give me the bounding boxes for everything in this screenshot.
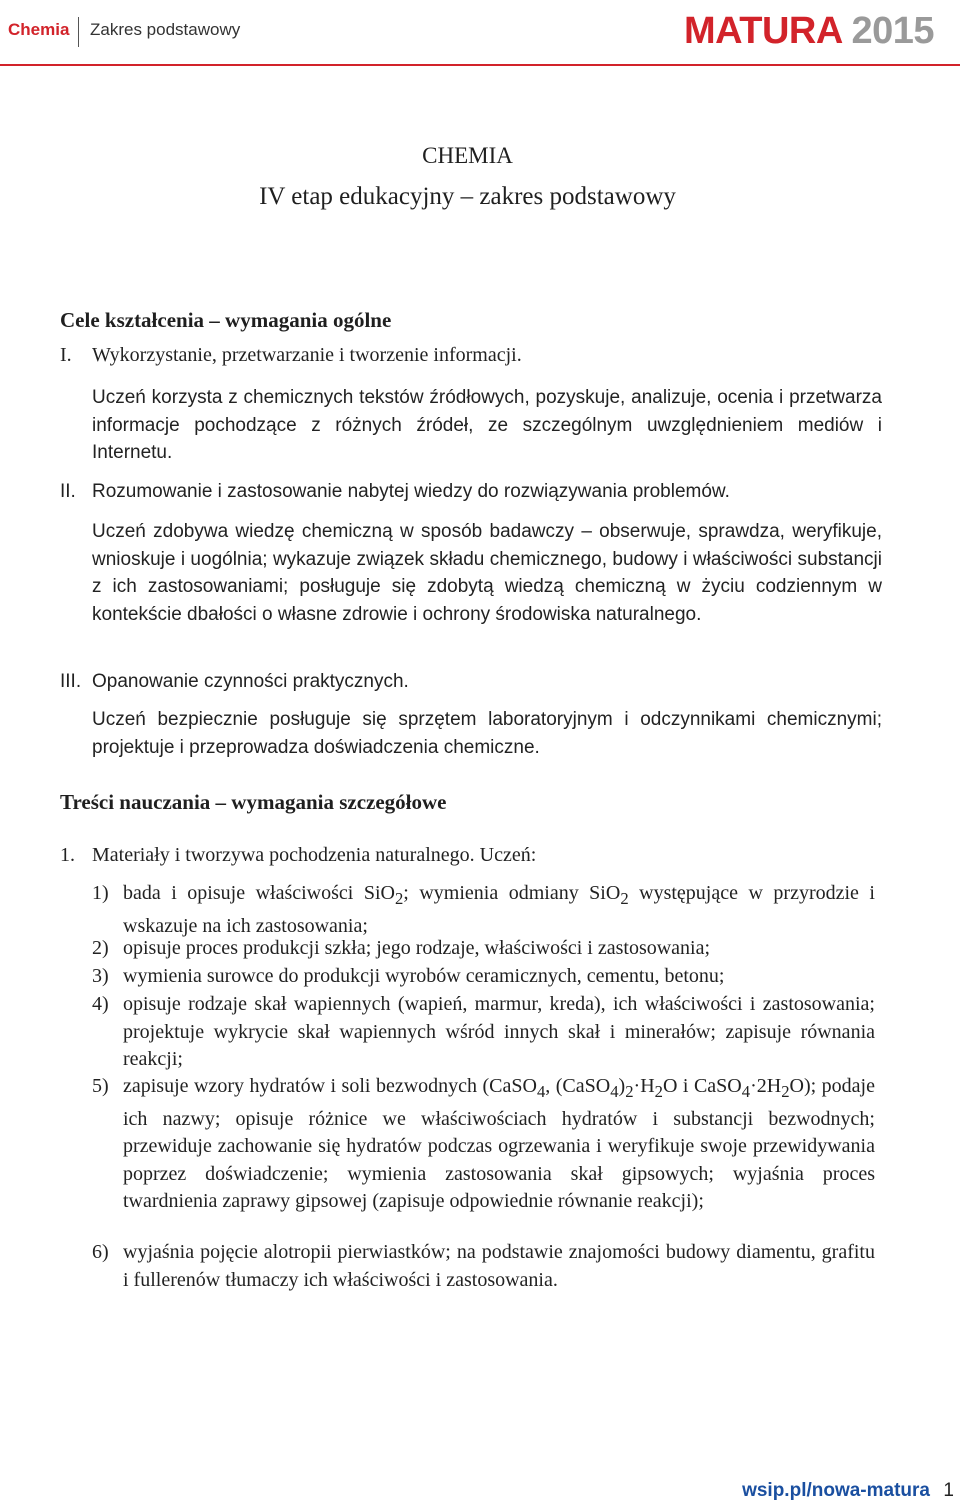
header-level: Zakres podstawowy bbox=[90, 20, 241, 39]
goal-body: Uczeń bezpiecznie posługuje się sprzętem laboratoryjnym i odczynnikami chemicznymi; projektuje i przeprowadza doświadczenia chemiczne. bbox=[92, 709, 882, 758]
goal-number: II. bbox=[60, 481, 76, 502]
list-item-text: ·2H bbox=[750, 1075, 782, 1097]
list-item-text: opisuje rodzaje skał wapiennych (wapień, marmur, kreda), ich właściwości i zastosowania; projektuje wykrycie skał wapiennych wśród innych skał i minerałów; zapisuje równania reakcji; bbox=[123, 993, 875, 1070]
list-item-number: 6) bbox=[92, 1241, 109, 1263]
document-title: CHEMIA bbox=[422, 143, 513, 168]
goal-title: Rozumowanie i zastosowanie nabytej wiedzy do rozwiązywania problemów. bbox=[92, 481, 730, 502]
brand-year: 2015 bbox=[851, 10, 934, 52]
subscript: 4 bbox=[536, 1082, 546, 1101]
header-subject: Chemia bbox=[8, 20, 70, 39]
list-item-number: 1) bbox=[92, 882, 109, 904]
subscript: 2 bbox=[781, 1082, 790, 1101]
subscript: 4 bbox=[610, 1082, 619, 1101]
goal-number: III. bbox=[60, 671, 82, 692]
list-item-text: O i CaSO bbox=[662, 1075, 742, 1097]
page-number: 1 bbox=[943, 1480, 954, 1501]
list-item-text: ; wymienia odmiany SiO bbox=[403, 882, 621, 904]
content-heading: Treści nauczania – wymagania szczegółowe bbox=[60, 790, 447, 814]
document-subtitle: IV etap edukacyjny – zakres podstawowy bbox=[259, 183, 676, 210]
page-header bbox=[0, 0, 960, 66]
list-item-text: , (CaSO bbox=[545, 1075, 611, 1097]
section-title: Materiały i tworzywa pochodzenia naturalnego. Uczeń: bbox=[92, 844, 537, 866]
header-divider bbox=[78, 17, 79, 47]
list-item-text: występujące w przyrodzie i wskazuje na ich zastosowania; bbox=[123, 882, 875, 937]
subscript: 2 bbox=[620, 889, 629, 908]
goal-title: Opanowanie czynności praktycznych. bbox=[92, 671, 409, 692]
list-item-text: bada i opisuje właściwości SiO bbox=[123, 882, 395, 904]
header-brand-logo bbox=[684, 10, 934, 53]
footer-link[interactable]: wsip.pl/nowa-matura bbox=[742, 1480, 930, 1501]
goal-title: Wykorzystanie, przetwarzanie i tworzenie informacji. bbox=[92, 344, 522, 366]
list-item-text: wymienia surowce do produkcji wyrobów ceramicznych, cementu, betonu; bbox=[123, 965, 725, 987]
subscript: 2 bbox=[394, 889, 404, 908]
list-item-text: zapisuje wzory hydratów i soli bezwodnych (CaSO bbox=[123, 1075, 537, 1097]
subscript: 2 bbox=[654, 1082, 663, 1101]
list-item-text: O); podaje ich nazwy; opisuje różnice we właściwościach hydratów i substancji bezwodnych; przewiduje zachowanie się hydratów podczas ogrzewania i weryfikuje swoje przewidywania poprzez doświadczenie; wymienia zastosowania skał gipsowych; wyjaśnia proces twardnienia zaprawy gipsowej (zapisuje odpowiednie równanie reakcji); bbox=[123, 1075, 875, 1212]
goals-heading: Cele kształcenia – wymagania ogólne bbox=[60, 308, 392, 332]
list-item bbox=[123, 880, 875, 940]
goal-number: I. bbox=[60, 344, 72, 366]
list-item-number: 4) bbox=[92, 993, 109, 1015]
subscript: 4 bbox=[741, 1082, 751, 1101]
list-item-text: wyjaśnia pojęcie alotropii pierwiastków; na podstawie znajomości budowy diamentu, grafitu i fullerenów tłumaczy ich właściwości i zastosowania. bbox=[123, 1241, 875, 1291]
subscript: 2 bbox=[625, 1082, 634, 1101]
list-item bbox=[123, 1073, 875, 1216]
list-item-text: opisuje proces produkcji szkła; jego rodzaje, właściwości i zastosowania; bbox=[123, 937, 711, 959]
list-item-number: 5) bbox=[92, 1075, 109, 1097]
list-item-text: ·H bbox=[633, 1075, 655, 1097]
goal-body: Uczeń korzysta z chemicznych tekstów źródłowych, pozyskuje, analizuje, ocenia i przetwarza informacje pochodzące z różnych źródeł, ze szczególnym uwzględnieniem mediów i Internetu. bbox=[92, 387, 882, 463]
section-number: 1. bbox=[60, 844, 75, 866]
brand-word: MATURA bbox=[683, 10, 842, 52]
list-item-number: 2) bbox=[92, 937, 109, 959]
header-rule bbox=[0, 64, 960, 66]
list-item-number: 3) bbox=[92, 965, 109, 987]
list-item-text: ) bbox=[618, 1075, 626, 1097]
goal-body: Uczeń zdobywa wiedzę chemiczną w sposób badawczy – obserwuje, sprawdza, weryfikuje, wnioskuje i uogólnia; wykazuje związek składu chemicznego, budowy i właściwości substancji z ich zastosowaniami; posługuje się zdobytą wiedzą chemiczną w życiu codziennym w kontekście dbałości o własne zdrowie i ochrony środowiska naturalnego. bbox=[92, 521, 882, 625]
